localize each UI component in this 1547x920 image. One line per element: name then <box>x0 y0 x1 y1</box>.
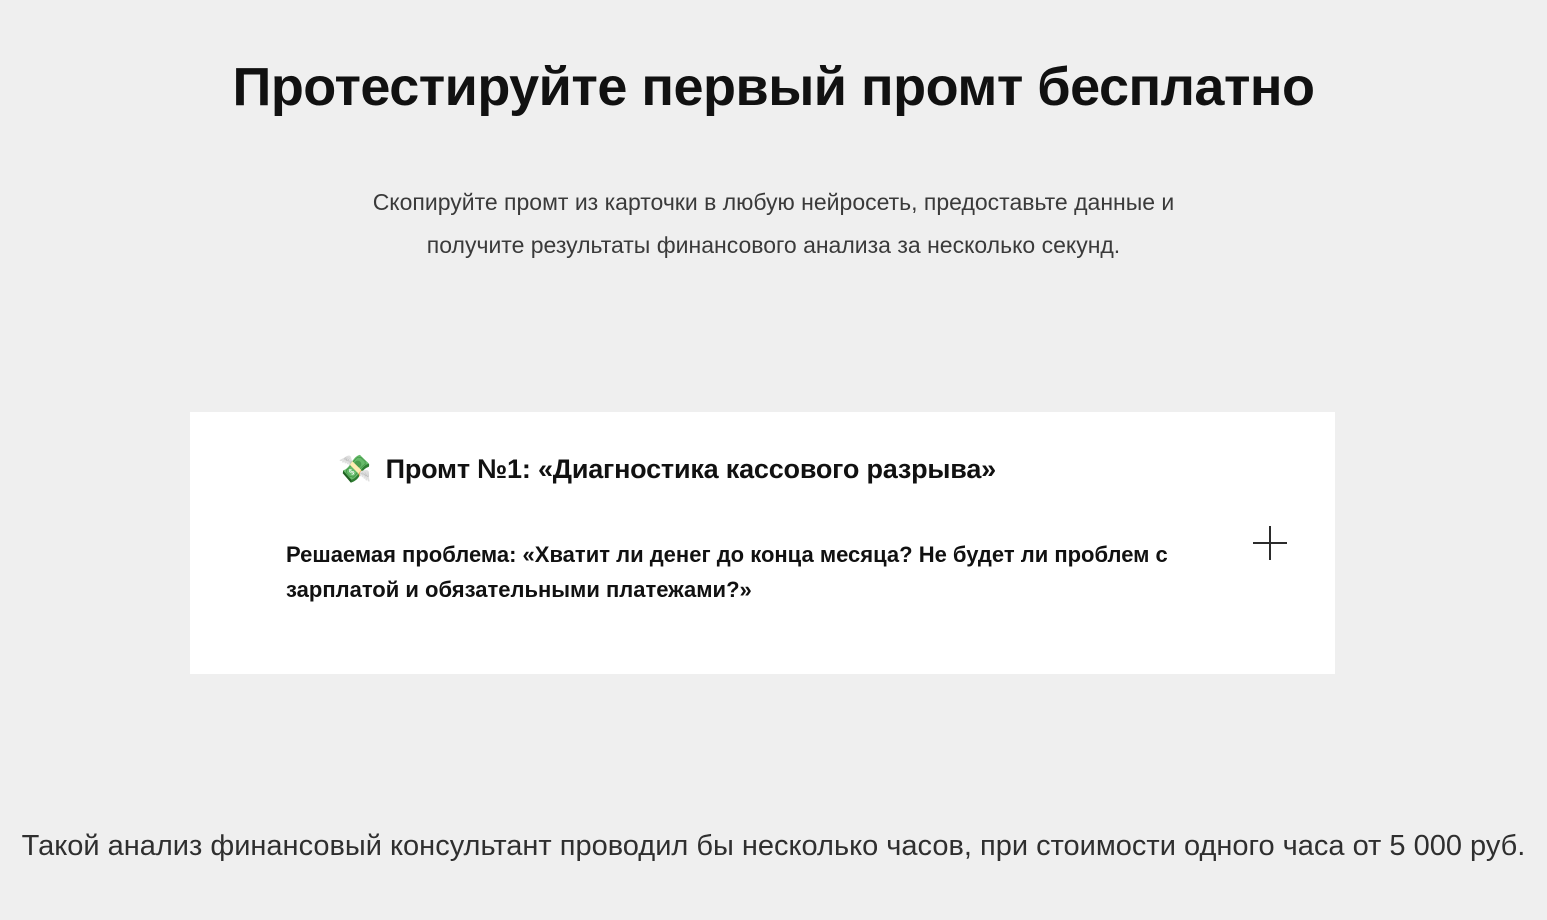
page-title: Протестируйте первый промт бесплатно <box>232 57 1315 118</box>
prompt-card-title: Промт №1: «Диагностика кассового разрыва» <box>385 454 996 484</box>
plus-icon[interactable] <box>1253 526 1287 560</box>
money-with-wings-icon: 💸 <box>338 454 372 484</box>
footnote-text: Такой анализ финансовый консультант проводил бы несколько часов, при стоимости одного часа от 5 000 руб. <box>21 830 1526 862</box>
prompt-card[interactable] <box>190 412 1335 674</box>
prompt-card-problem-text: Решаемая проблема: «Хватит ли денег до конца месяца? Не будет ли проблем с зарплатой и обязательными платежами?» <box>286 542 1168 603</box>
page-subtitle: Скопируйте промт из карточки в любую нейросеть, предоставьте данные и получите результаты финансового анализа за несколько секунд. <box>372 189 1175 258</box>
prompt-card-header <box>238 454 1265 485</box>
